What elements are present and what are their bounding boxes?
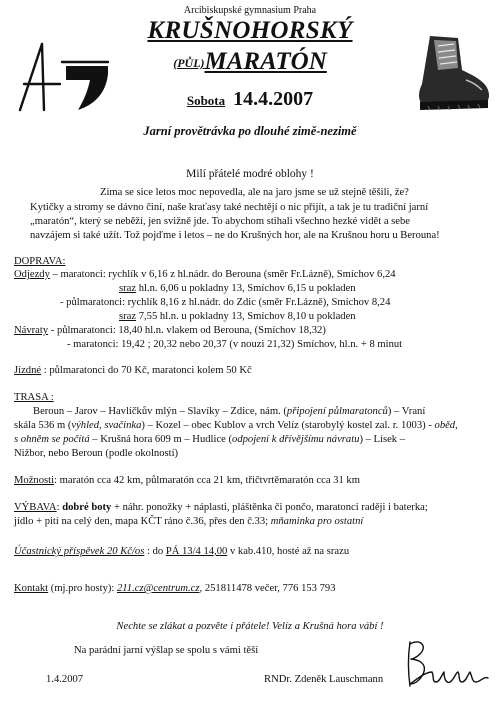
closing-date: 1.4.2007 (46, 674, 84, 685)
trasa-l1c: ) – Vraní (387, 406, 426, 417)
prispevek-rest: v kab.410, hosté až na srazu (227, 546, 350, 557)
trasa-l1a: Beroun – Jarov – Havlíčkův mlýn – Slavíky – Zdice, nám. ( (33, 406, 287, 417)
trasa-l2d: oběd, (434, 420, 458, 431)
prispevek-when: PÁ 13/4 14,00 (165, 546, 228, 557)
sraz-text-2: 7,55 hl.n. u pokladny 13, Smíchov 8,10 u pokladen (136, 311, 356, 322)
prispevek-label: Účastnický příspěvek 20 Kč/os (14, 546, 145, 557)
handwritten-signature (398, 632, 494, 694)
trasa-line-4: Nižbor, nebo Beroun (podle okolností) (14, 448, 179, 459)
sraz-line-1 (119, 282, 356, 295)
author-name: RNDr. Zdeněk Lauschmann (264, 674, 384, 685)
vybava-l1a: : (56, 502, 63, 513)
moznosti-line (14, 474, 360, 487)
vybava-l2b: mňaminka pro ostatní (270, 516, 364, 527)
navraty-text-1: - půlmaratonci: 18,40 hl.n. vlakem od Berouna, (Smíchov 18,32) (48, 325, 326, 336)
date-value: 14.4.2007 (233, 88, 314, 110)
vybava-line-2 (14, 515, 363, 528)
sraz-line-2 (119, 310, 356, 323)
jizdne-label: Jízdné (14, 365, 42, 376)
trasa-l3c: odpojení k dřívějšímu návratu (232, 434, 360, 445)
intro-line-4: navzájem si také užít. Tož pojďme i letos – ne do Krušných hor, ale na Krušnou horu u Berouna! (30, 230, 440, 241)
navraty-label: Návraty (14, 325, 49, 336)
invite-line: Nechte se zlákat a pozvěte i přátele! Velíz a Krušná hora vábí ! (116, 621, 384, 632)
title-maraton-word: MARATÓN (204, 48, 327, 75)
vybava-l1b: dobré boty (62, 502, 112, 513)
sraz-text-1: hl.n. 6,06 u pokladny 13, Smíchov 6,15 u pokladen (136, 283, 356, 294)
intro-line-2: Kytičky a stromy se dávno činí, naše kraťasy také nechtějí o nic přijít, a tak je tu tradiční jarní (30, 202, 429, 213)
jizdne-line (14, 364, 252, 377)
trasa-l2b: výhled, svačinka (71, 420, 142, 431)
title-krusnohorsky: KRUŠNOHORSKÝ (147, 17, 353, 44)
email-link[interactable]: 211.cz@centrum.cz (117, 583, 200, 594)
trasa-heading: TRASA : (14, 392, 54, 403)
doprava-heading: DOPRAVA: (14, 256, 66, 267)
odjezdy-label: Odjezdy (14, 269, 50, 280)
kontakt-a: (mj.pro hosty): (48, 583, 117, 594)
kontakt-b: , 251811478 večer, 776 153 793 (199, 583, 336, 594)
greeting: Milí přátelé modré oblohy ! (186, 168, 314, 180)
vybava-line-1 (14, 501, 428, 514)
navraty-line-2: - maratonci: 19,42 ; 20,32 nebo 20,37 (v nouzi 21,32) Smíchov, hl.n. + 8 minut (67, 339, 403, 350)
date-label: Sobota (186, 93, 226, 108)
school-name: Arcibiskupské gymnasium Praha (183, 5, 317, 16)
navraty-line-1 (14, 324, 326, 337)
sraz-label-2: sraz (119, 311, 137, 322)
title-prefix: (PŮL) (173, 56, 205, 70)
kontakt-line (14, 582, 336, 595)
trasa-l2a: skála 536 m ( (14, 420, 72, 431)
ag-monogram-logo (16, 40, 112, 112)
prispevek-mid: : do (144, 546, 166, 557)
odjezdy-text-1: – maratonci: rychlík v 6,16 z hl.nádr. do Berouna (směr Fr.Lázně), Smíchov 6,24 (49, 269, 396, 280)
moznosti-label: Možnosti (14, 475, 55, 486)
trasa-l1b: připojení půlmaratonců (286, 406, 388, 417)
jizdne-text: : půlmaratonci do 70 Kč, maratonci kolem 50 Kč (41, 365, 252, 376)
odjezdy-line-2: - půlmaratonci: rychlík 8,16 z hl.nádr. do Zdic (směr Fr.Lázně), Smíchov 8,24 (60, 297, 391, 308)
odjezdy-line-1 (14, 268, 396, 281)
subtitle: Jarní provětrávka po dlouhé zimě-nezimě (143, 124, 357, 138)
farewell-line: Na parádní jarní výšlap se spolu s vámi těší (74, 645, 259, 656)
vybava-label: VÝBAVA (14, 502, 57, 513)
hiking-boot-icon (408, 30, 494, 116)
sraz-label-1: sraz (119, 283, 137, 294)
vybava-l2a: jídlo + pití na celý den, mapa KČT ráno č.36, přes den č.33; (14, 516, 271, 527)
intro-line-1: Zima se sice letos moc nepovedla, ale na jaro jsme se už stejně těšili, že? (100, 187, 409, 198)
trasa-l3d: ) – Lísek – (359, 434, 406, 445)
trasa-l3b: – Krušná hora 609 m – Hudlice ( (89, 434, 233, 445)
vybava-l1c: + náhr. ponožky + náplasti, pláštěnka či pončo, maratonci raději i baterka; (111, 502, 428, 513)
moznosti-text: : maratón cca 42 km, půlmaratón cca 21 km, třičtvrtěmaratón cca 31 km (54, 475, 360, 486)
prispevek-line (14, 545, 349, 558)
trasa-line-2 (14, 419, 458, 432)
trasa-l2c: ) – Kozel – obec Kublov a vrch Velíz (starobylý kostel zal. r. 1003) - (141, 420, 435, 431)
kontakt-label: Kontakt (14, 583, 49, 594)
trasa-line-1 (33, 405, 488, 418)
trasa-l3a: s ohněm se počítá (14, 434, 90, 445)
intro-line-3: „maratón“, který se neběží, jen svižně jde. To abychom stihali všechno hezké vidět a sebe (30, 216, 411, 227)
trasa-line-3 (14, 433, 405, 446)
